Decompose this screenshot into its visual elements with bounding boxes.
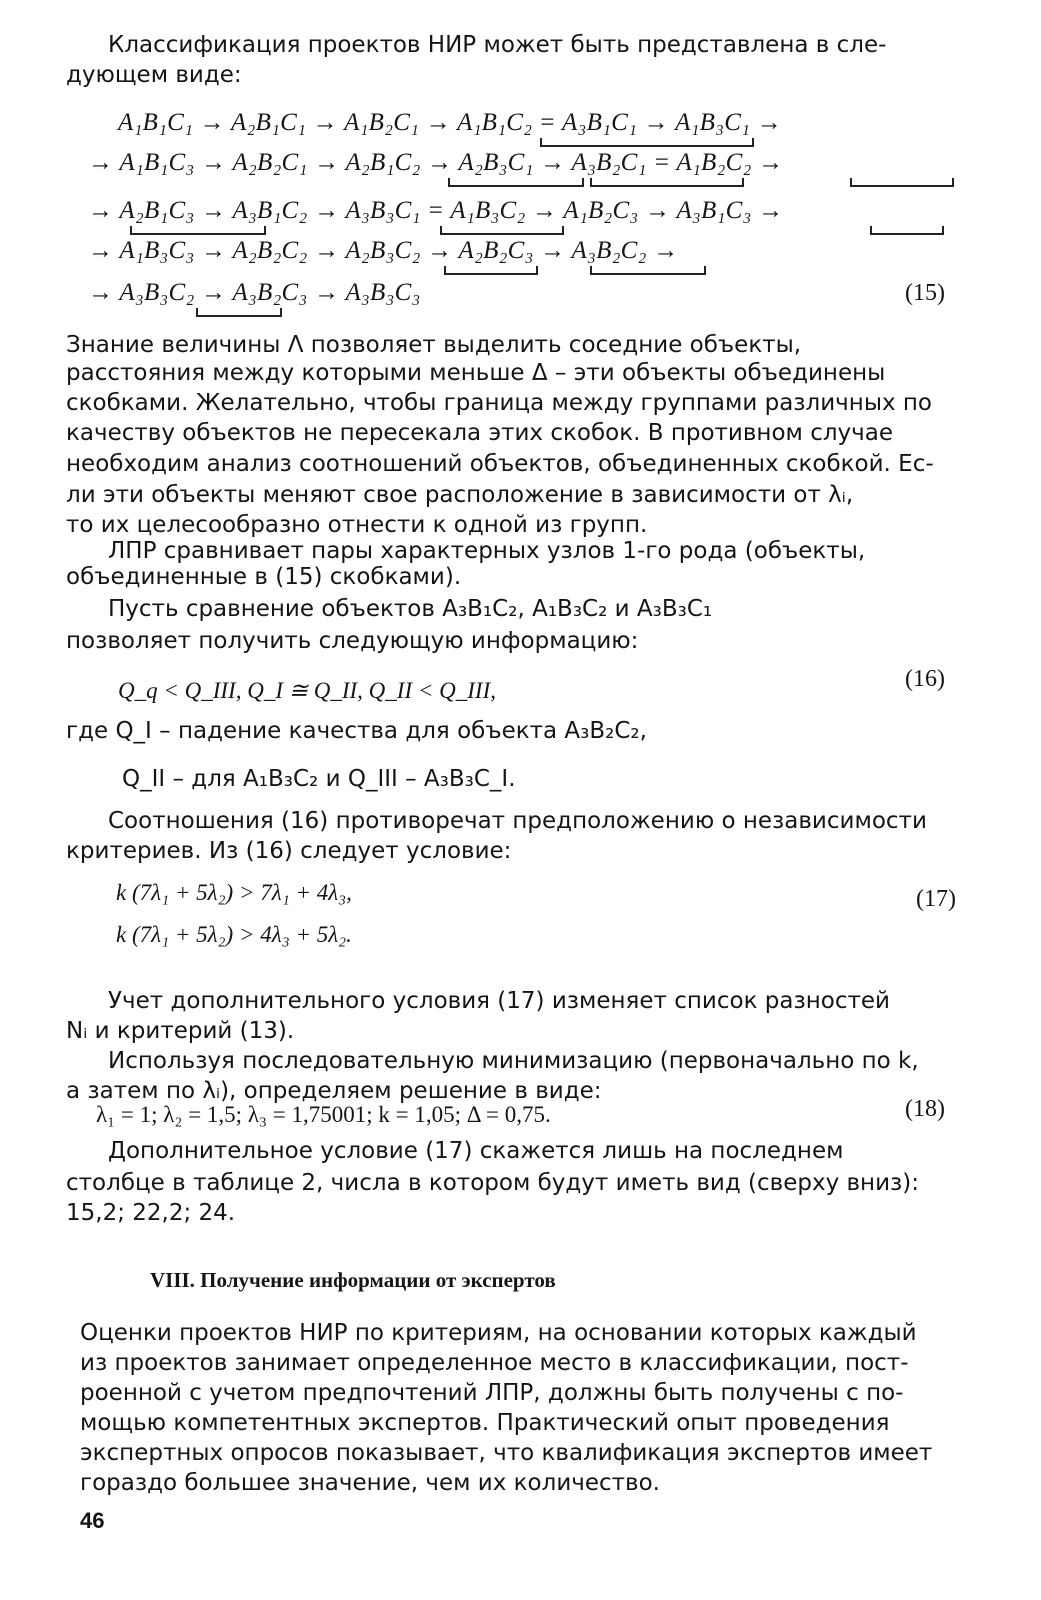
para8-line-4: мощью компетентных экспертов. Практический опыт проведения (80, 1410, 890, 1436)
para7-line-3: 15,2; 22,2; 24. (66, 1200, 236, 1226)
para1-line-1: Знание величины Λ позволяет выделить соседние объекты, (66, 332, 802, 358)
equation-number-16: (16) (905, 666, 945, 692)
grouping-bracket (590, 178, 744, 187)
chain-line-3: → A₂B₁C₃ → A₃B₁C₂ → A₃B₃C₁ = A₁B₃C₂ → A₁B₂C₃ → A₃B₁C₃ → (88, 197, 784, 224)
equation-16: Q_q < Q_III, Q_I ≅ Q_II, Q_II < Q_III, (118, 678, 496, 703)
para7-line-1: Дополнительное условие (17) скажется лишь на последнем (108, 1138, 844, 1164)
equation-17-line-2: k (7λ₁ + 5λ₂) > 4λ₃ + 5λ₂. (116, 922, 352, 947)
para1-line-5: необходим анализ соотношений объектов, объединенных скобкой. Ес- (66, 451, 934, 477)
page-number: 46 (80, 1508, 105, 1533)
para6-line-2: а затем по λᵢ), определяем решение в виде: (66, 1078, 602, 1104)
para8-line-6: гораздо большее значение, чем их количество. (80, 1470, 660, 1496)
para1-line-7: то их целесообразно отнести к одной из групп. (66, 512, 648, 538)
equation-number-18: (18) (905, 1096, 945, 1122)
grouping-bracket (870, 226, 944, 235)
para8-line-2: из проектов занимает определенное место в классификации, пост- (80, 1350, 909, 1376)
para2-line-1: ЛПР сравнивает пары характерных узлов 1-го рода (объекты, (108, 538, 866, 564)
intro-line-1: Классификация проектов НИР может быть представлена в сле- (108, 32, 887, 58)
para1-line-2: расстояния между которыми меньше Δ – эти объекты объединены (66, 360, 886, 386)
chain-line-5: → A₃B₃C₂ → A₃B₂C₃ → A₃B₃C₃ (88, 279, 421, 306)
para3-line-1: Пусть сравнение объектов A₃B₁C₂, A₁B₃C₂ и A₃B₃C₁ (108, 596, 713, 622)
para1-line-3: скобками. Желательно, чтобы граница между группами различных по (66, 390, 933, 416)
para8-line-5: экспертных опросов показывает, что квалификация экспертов имеет (80, 1440, 933, 1466)
chain-line-4: → A₁B₃C₃ → A₂B₂C₂ → A₂B₃C₂ → A₂B₂C₃ → A₃B₂C₂ → (88, 237, 679, 264)
para8-line-3: роенной с учетом предпочтений ЛПР, должны быть получены с по- (80, 1380, 904, 1406)
para3-line-2: позволяет получить следующую информацию: (66, 628, 639, 654)
para8-line-1: Оценки проектов НИР по критериям, на основании которых каждый (80, 1320, 917, 1346)
equation-18: λ₁ = 1; λ₂ = 1,5; λ₃ = 1,75001; k = 1,05; Δ = 0,75. (96, 1102, 551, 1127)
grouping-bracket (130, 226, 266, 235)
para5-line-2: Nᵢ и критерий (13). (66, 1018, 295, 1044)
para5-line-1: Учет дополнительного условия (17) изменяет список разностей (108, 988, 890, 1014)
intro-line-2: дующем виде: (66, 62, 242, 88)
para6-line-1: Используя последовательную минимизацию (первоначально по k, (108, 1048, 919, 1074)
equation-number-15: (15) (905, 280, 945, 306)
equation-17-line-1: k (7λ₁ + 5λ₂) > 7λ₁ + 4λ₃, (116, 880, 352, 905)
section-heading: VIII. Получение информации от экспертов (150, 1268, 556, 1292)
grouping-bracket (540, 138, 754, 147)
para4-line-1: Соотношения (16) противоречат предположению о независимости (108, 808, 927, 834)
where-line-1: где Q_I – падение качества для объекта A₃B₂C₂, (66, 718, 647, 744)
equation-number-17: (17) (916, 886, 956, 912)
para2-line-2: объединенные в (15) скобками). (66, 564, 462, 590)
grouping-bracket (448, 178, 584, 187)
para1-line-6: ли эти объекты меняют свое расположение в зависимости от λᵢ, (66, 482, 854, 508)
grouping-bracket (850, 178, 954, 187)
grouping-bracket (590, 266, 706, 275)
where-line-2: Q_II – для A₁B₃C₂ и Q_III – A₃B₃C_I. (122, 766, 516, 792)
grouping-bracket (196, 308, 282, 317)
grouping-bracket (444, 266, 538, 275)
para4-line-2: критериев. Из (16) следует условие: (66, 838, 512, 864)
para7-line-2: столбце в таблице 2, числа в котором будут иметь вид (сверху вниз): (66, 1170, 919, 1196)
chain-line-1: A₁B₁C₁ → A₂B₁C₁ → A₁B₂C₁ → A₁B₁C₂ = A₃B₁C₁ → A₁B₃C₁ → (118, 109, 783, 136)
grouping-bracket (440, 226, 564, 235)
chain-line-2: → A₁B₁C₃ → A₂B₂C₁ → A₂B₁C₂ → A₂B₃C₁ → A₃B₂C₁ = A₁B₂C₂ → (88, 149, 784, 176)
para1-line-4: качеству объектов не пересекала этих скобок. В противном случае (66, 420, 893, 446)
